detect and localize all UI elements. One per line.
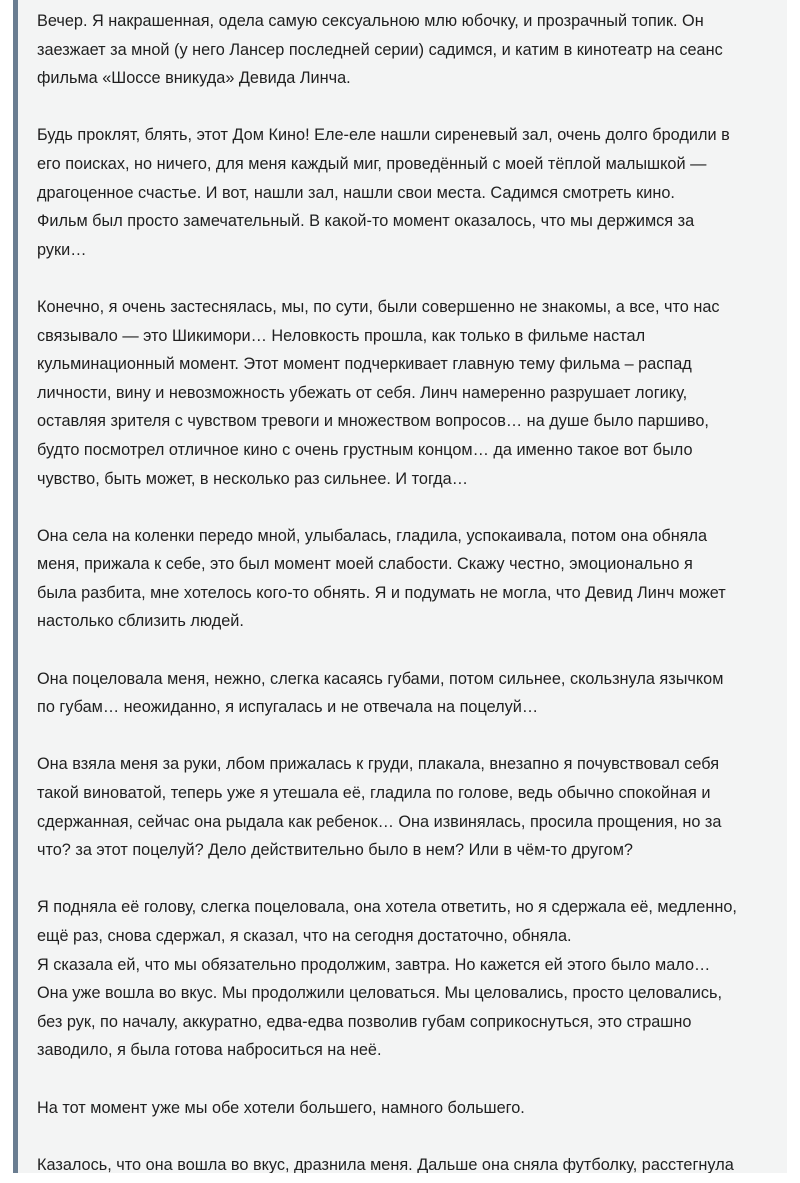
text-line: без рук, по началу, аккуратно, едва-едва позволив губам соприкоснуться, это страшно bbox=[37, 1012, 692, 1031]
text-line: настолько сблизить людей. bbox=[37, 612, 244, 631]
paragraph bbox=[37, 1094, 787, 1123]
text-line: Конечно, я очень застеснялась, мы, по сути, были совершенно не знакомы, а все, что нас bbox=[37, 297, 720, 316]
text-line: Она уже вошла во вкус. Мы продолжили целоваться. Мы целовались, просто целовались, bbox=[37, 984, 723, 1003]
text-line: заводило, я была готова наброситься на неё. bbox=[37, 1041, 382, 1060]
paragraph bbox=[37, 893, 787, 1065]
text-line: Я сказала ей, что мы обязательно продолжим, завтра. Но кажется ей этого было мало… bbox=[37, 955, 711, 974]
text-line: оставляя зрителя с чувством тревоги и множеством вопросов… на душе было паршиво, bbox=[37, 412, 709, 431]
paragraph bbox=[37, 7, 787, 93]
text-line: Она села на коленки передо мной, улыбалась, гладила, успокаивала, потом она обняла bbox=[37, 526, 708, 545]
text-line: такой виноватой, теперь уже я утешала её, гладила по голове, ведь обычно спокойная и bbox=[37, 784, 711, 803]
text-line: личности, вину и невозможность убежать от себя. Линч намеренно разрушает логику, bbox=[37, 383, 688, 402]
text-line: что? за этот поцелуй? Дело действительно было в нем? Или в чём-то другом? bbox=[37, 841, 633, 860]
text-line: будто посмотрел отличное кино с очень грустным концом… да именно такое вот было bbox=[37, 440, 693, 459]
text-line: сдержанная, сейчас она рыдала как ребенок… Она извинялась, просила прощения, но за bbox=[37, 812, 722, 831]
text-line: меня, прижала к себе, это был момент моей слабости. Скажу честно, эмоционально я bbox=[37, 555, 693, 574]
paragraph bbox=[37, 293, 787, 493]
text-line: чувство, быть может, в несколько раз сильнее. И тогда… bbox=[37, 469, 469, 488]
text-line: фильма «Шоссе вникуда» Девида Линча. bbox=[37, 69, 351, 88]
text-line: Она взяла меня за руки, лбом прижалась к груди, плакала, внезапно я почувствовал себя bbox=[37, 755, 720, 774]
text-line: Будь проклят, блять, этот Дом Кино! Еле-еле нашли сиреневый зал, очень долго бродили в bbox=[37, 126, 730, 145]
quote-body bbox=[37, 7, 787, 1173]
text-line: ещё раз, снова сдержал, я сказал, что на сегодня достаточно, обняла. bbox=[37, 927, 572, 945]
text-line: его поисках, но ничего, для меня каждый миг, проведённый с моей тёплой малышкой — bbox=[37, 154, 707, 173]
text-line: драгоценное счастье. И вот, нашли зал, нашли свои места. Садимся смотреть кино. bbox=[37, 183, 675, 202]
text-line: была разбита, мне хотелось кого-то обнять. Я и подумать не могла, что Девид Линч может bbox=[37, 583, 726, 602]
text-line: кульминационный момент. Этот момент подчеркивает главную тему фильма – распад bbox=[37, 355, 692, 374]
paragraph bbox=[37, 1151, 787, 1173]
text-line: связывало — это Шикимори… Неловкость прошла, как только в фильме настал bbox=[37, 326, 646, 345]
text-line: заезжает за мной (у него Лансер последней серии) садимся, и катим в кинотеатр на сеанс bbox=[37, 40, 723, 59]
text-line: по губам… неожиданно, я испугалась и не отвечала на поцелуй… bbox=[37, 698, 539, 717]
paragraph bbox=[37, 121, 787, 264]
paragraph bbox=[37, 522, 787, 636]
paragraph bbox=[37, 750, 787, 864]
text-line: Она поцеловала меня, нежно, слегка касаясь губами, потом сильнее, скользнула язычком bbox=[37, 669, 724, 688]
text-line: Вечер. Я накрашенная, одела самую сексуальною млю юбочку, и прозрачный топик. Он bbox=[37, 12, 704, 30]
text-line: На тот момент уже мы обе хотели большего, намного большего. bbox=[37, 1098, 525, 1117]
text-line: Я подняла её голову, слегка поцеловала, она хотела ответить, но я сдержала её, медленно, bbox=[37, 898, 737, 917]
text-line: Казалось, что она вошла во вкус, дразнила меня. Дальше она сняла футболку, расстегнула bbox=[37, 1155, 734, 1173]
text-line: Фильм был просто замечательный. В какой-то момент оказалось, что мы держимся за bbox=[37, 212, 695, 231]
text-line: руки… bbox=[37, 240, 87, 259]
paragraph bbox=[37, 665, 787, 722]
blockquote bbox=[13, 0, 787, 1173]
